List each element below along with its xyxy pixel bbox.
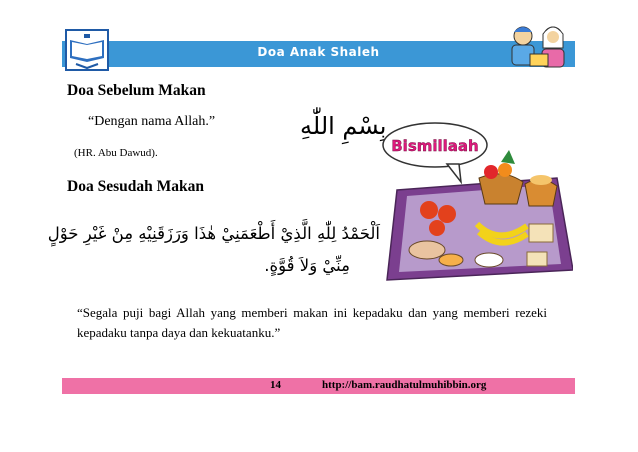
heading-before-meal: Doa Sebelum Makan [67, 82, 206, 99]
arabic-prayer-line-2: مِنِّيْ وَلاَ قُوَّةٍ. [264, 256, 350, 275]
children-reading-icon [506, 22, 572, 72]
header-title: Doa Anak Shaleh [257, 45, 380, 59]
food-table-illustration [377, 120, 573, 282]
page-number: 14 [270, 379, 281, 391]
arabic-prayer-line-1: اَلْحَمْدُ لِلّٰهِ الَّذِيْ أَطْعَمَنِيْ هٰذَا وَرَزَقَنِيْهِ مِنْ غَيْرِ حَوْلٍ [47, 224, 380, 243]
quran-book-logo-icon [64, 28, 110, 72]
arabic-bismillah: بِسْمِ اللّٰهِ [300, 112, 387, 140]
footer-bar [62, 378, 575, 394]
translation-after-meal: “Segala puji bagi Allah yang memberi makan ini kepadaku dan yang memberi rezeki kepadaku tanpa daya dan kekuatanku.” [77, 305, 547, 340]
bismillah-bubble-text: Bismillaah [391, 137, 479, 155]
translation-before-meal: “Dengan nama Allah.” [88, 114, 216, 129]
website-link[interactable]: http://bam.raudhatulmuhibbin.org [322, 379, 487, 391]
heading-after-meal: Doa Sesudah Makan [67, 178, 204, 195]
header-bar [62, 41, 575, 67]
hadith-reference: (HR. Abu Dawud). [74, 147, 158, 159]
